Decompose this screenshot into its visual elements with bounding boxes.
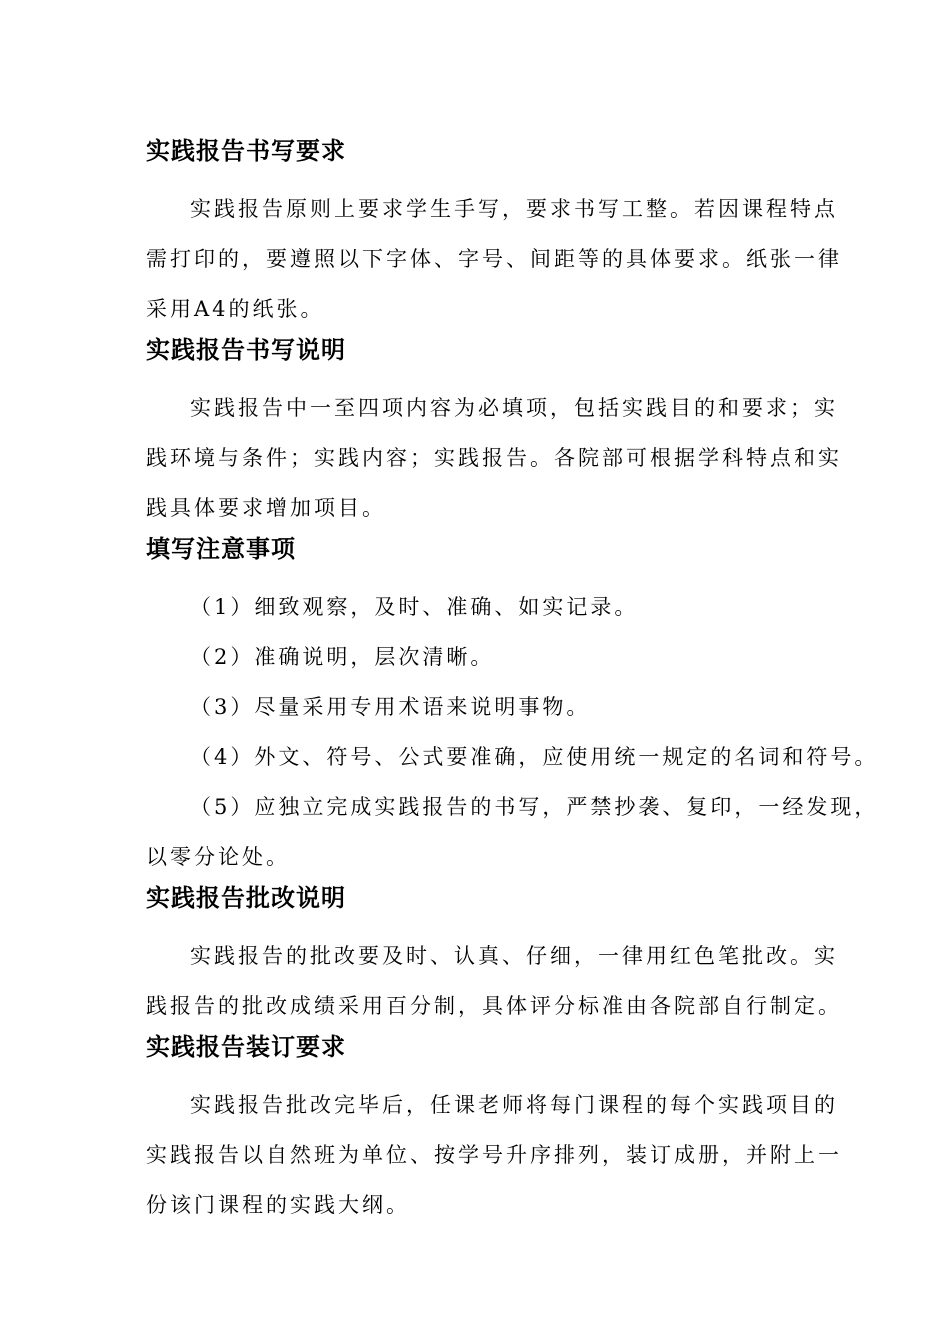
list-item: （4）外文、符号、公式要准确，应使用统一规定的名词和符号。 — [190, 745, 879, 769]
list-item: （2）准确说明，层次清晰。 — [190, 645, 495, 669]
section-paragraph — [146, 1080, 842, 1230]
paragraph-line: 实践报告的批改要及时、认真、仔细，一律用红色笔批改。实 — [190, 944, 838, 968]
paragraph-line: 需打印的，要遵照以下字体、字号、间距等的具体要求。纸张一律 — [146, 247, 842, 271]
paragraph-line: 采用A4的纸张。 — [146, 297, 325, 321]
section-filling-notes — [146, 534, 878, 882]
paragraph-line: 实践报告批改完毕后，任课老师将每门课程的每个实践项目的 — [190, 1093, 838, 1117]
notes-list — [146, 582, 878, 882]
list-item: （1）细致观察，及时、准确、如实记录。 — [190, 595, 639, 619]
paragraph-line: 践报告的批改成绩采用百分制，具体评分标准由各院部自行制定。 — [146, 994, 842, 1018]
section-heading: 实践报告书写要求 — [146, 137, 346, 165]
section-paragraph — [146, 383, 842, 533]
paragraph-line: 实践报告中一至四项内容为必填项，包括实践目的和要求；实 — [190, 396, 838, 420]
section-writing-requirements — [146, 136, 842, 334]
paragraph-line: 份该门课程的实践大纲。 — [146, 1193, 410, 1217]
paragraph-line: 实践报告原则上要求学生手写，要求书写工整。若因课程特点 — [190, 197, 838, 221]
section-heading: 实践报告批改说明 — [146, 884, 346, 912]
section-heading: 实践报告装订要求 — [146, 1033, 346, 1061]
list-item-continuation: 以零分论处。 — [146, 845, 290, 869]
section-heading: 填写注意事项 — [146, 535, 296, 563]
section-paragraph — [146, 931, 842, 1031]
section-paragraph — [146, 184, 842, 334]
list-item: （5）应独立完成实践报告的书写，严禁抄袭、复印，一经发现， — [190, 795, 879, 819]
section-grading-instructions — [146, 883, 842, 1031]
list-item: （3）尽量采用专用术语来说明事物。 — [190, 695, 591, 719]
paragraph-line: 实践报告以自然班为单位、按学号升序排列，装订成册，并附上一 — [146, 1143, 842, 1167]
paragraph-line: 践环境与条件；实践内容；实践报告。各院部可根据学科特点和实 — [146, 446, 842, 470]
section-heading: 实践报告书写说明 — [146, 336, 346, 364]
paragraph-line: 践具体要求增加项目。 — [146, 496, 386, 520]
section-binding-requirements — [146, 1032, 842, 1230]
section-writing-instructions — [146, 335, 842, 533]
